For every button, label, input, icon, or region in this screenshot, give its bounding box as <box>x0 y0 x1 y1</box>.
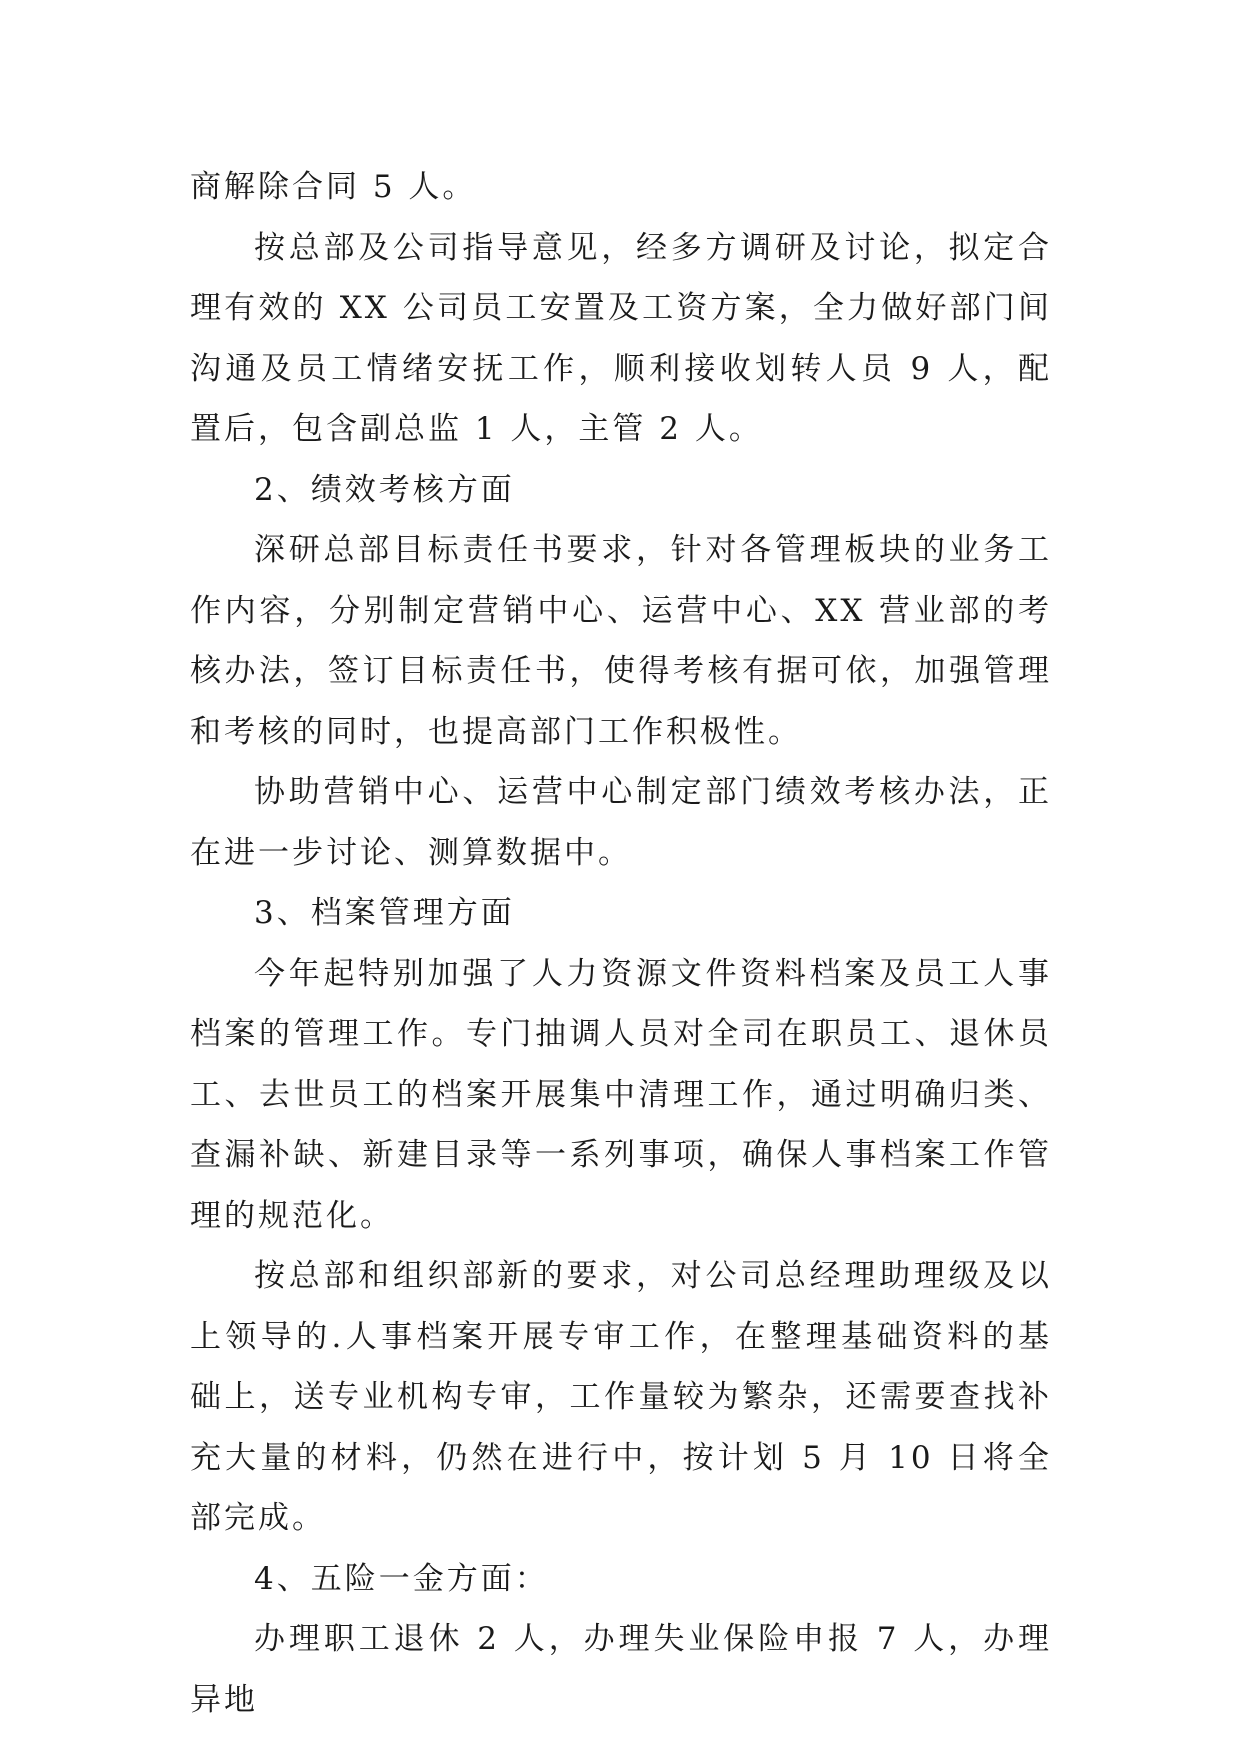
paragraph-assessment-methods: 协助营销中心、运营中心制定部门绩效考核办法，正在进一步讨论、测算数据中。 <box>190 774 1052 871</box>
paragraph-archive-management: 今年起特别加强了人力资源文件资料档案及员工人事档案的管理工作。专门抽调人员对全司在职员工、退休员工、去世员工的档案开展集中清理工作，通过明确归类、查漏补缺、新建目录等一系列事项，确保人事档案工作管理的规范化。 <box>190 955 1052 1234</box>
paragraph-insurance-handling: 办理职工退休 2 人，办理失业保险申报 7 人，办理异地 <box>190 1621 1052 1718</box>
section-heading-performance: 2、绩效考核方面 <box>254 471 515 508</box>
paragraph-staff-placement: 按总部及公司指导意见，经多方调研及讨论，拟定合理有效的 XX 公司员工安置及工资方案，全力做好部门间沟通及员工情绪安抚工作，顺利接收划转人员 9 人，配置后，包含副总监 1 人，主管 2 人。 <box>190 229 1052 447</box>
paragraph-target-responsibility: 深研总部目标责任书要求，针对各管理板块的业务工作内容，分别制定营销中心、运营中心、XX 营业部的考核办法，签订目标责任书，使得考核有据可依，加强管理和考核的同时，也提高部门工作积极性。 <box>190 532 1052 750</box>
section-heading-insurance: 4、五险一金方面： <box>254 1560 549 1597</box>
document-body <box>190 157 1052 1730</box>
section-heading-archives: 3、档案管理方面 <box>254 895 515 931</box>
paragraph-archive-review: 按总部和组织部新的要求，对公司总经理助理级及以上领导的.人事档案开展专审工作，在整理基础资料的基础上，送专业机构专审，工作量较为繁杂，还需要查找补充大量的材料，仍然在进行中，按计划 5 月 10 日将全部完成。 <box>190 1258 1052 1536</box>
paragraph-contract-termination: 商解除合同 5 人。 <box>190 169 477 205</box>
